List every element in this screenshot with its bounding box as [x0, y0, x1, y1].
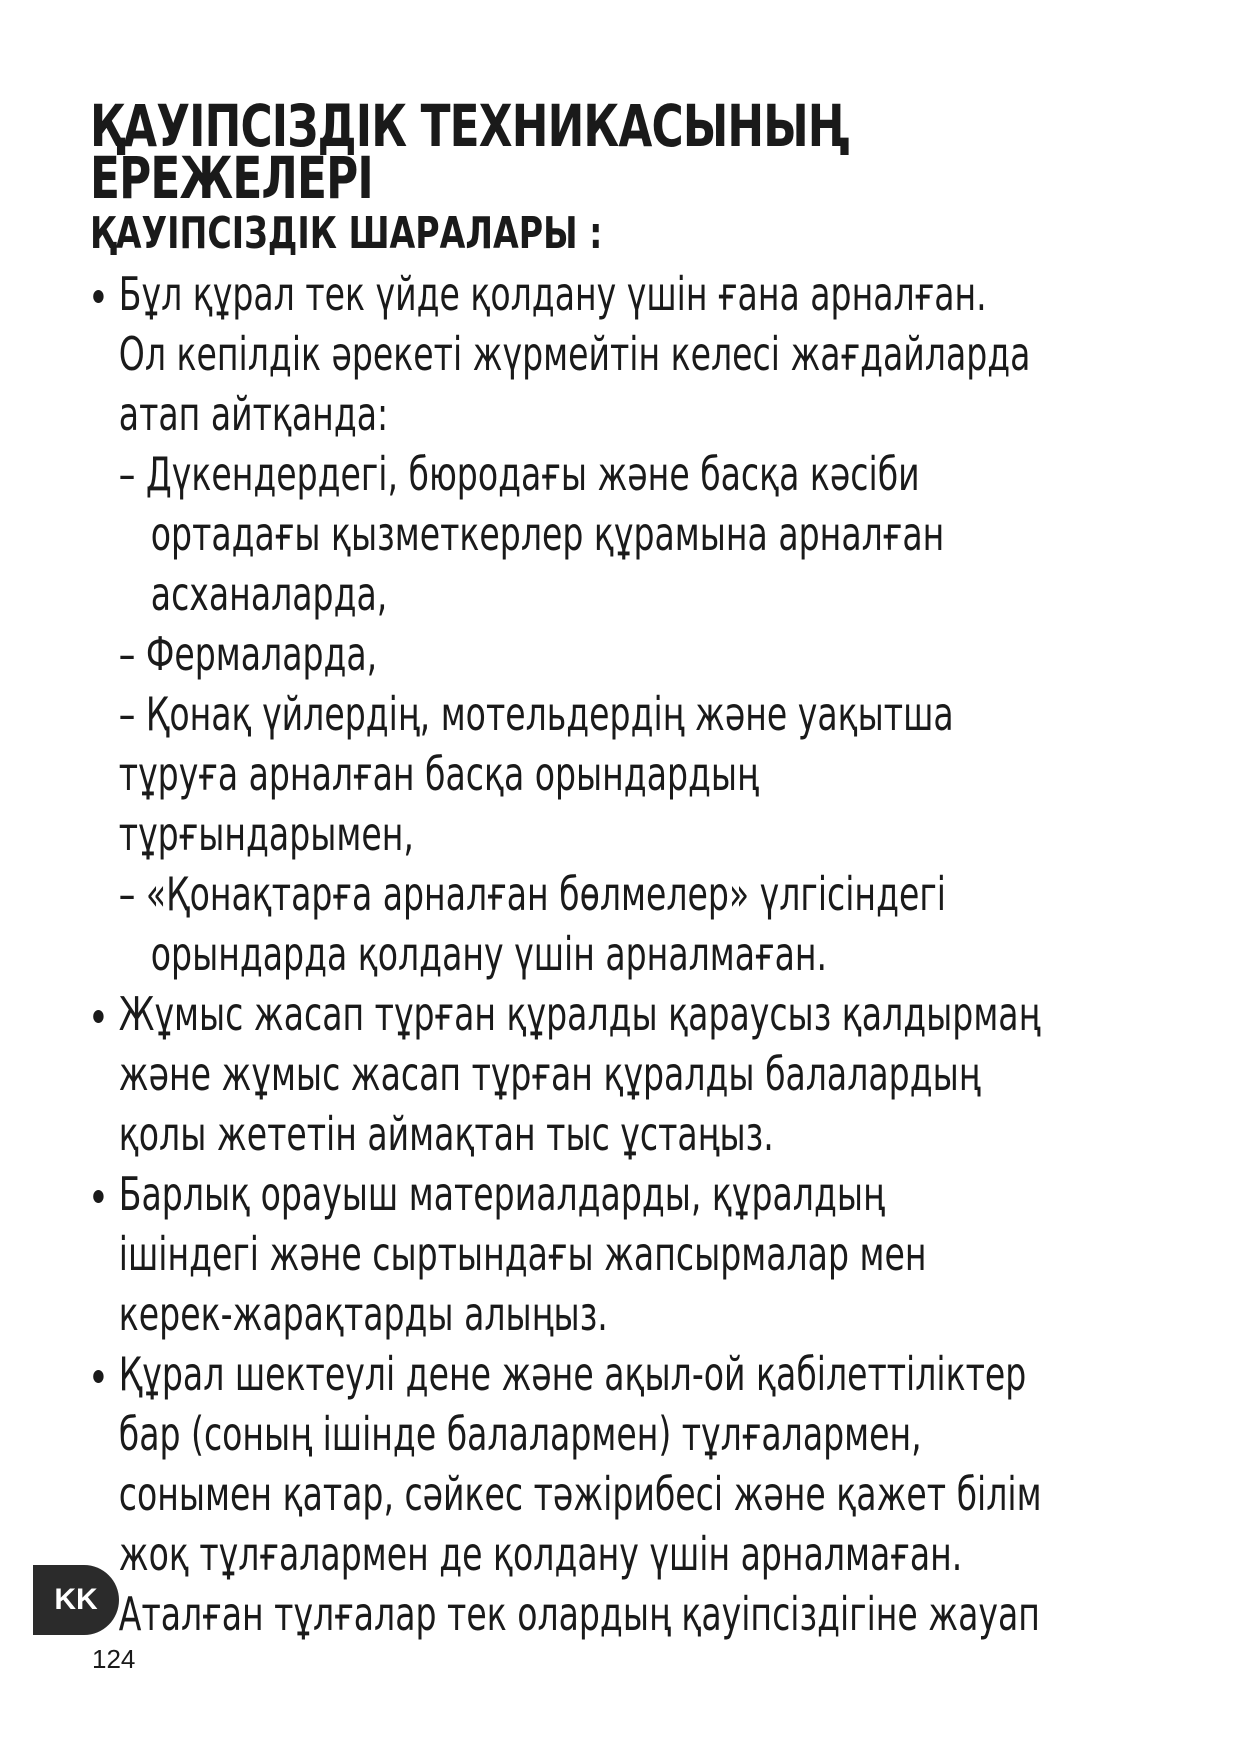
line-text: тұрғындарымен, — [118, 807, 414, 861]
text-line — [90, 1224, 1202, 1284]
page-title — [90, 100, 1202, 212]
text-line — [90, 1104, 1202, 1164]
text-line — [90, 264, 1202, 324]
text-line — [90, 1164, 1202, 1224]
line-text: – Қонақ үйлердің, мотельдердің және уақытша — [118, 687, 954, 741]
language-badge: KK — [33, 1565, 119, 1635]
line-text: орындарда қолдану үшін арналмаған. — [150, 927, 828, 981]
body-text — [90, 264, 1202, 1644]
text-line — [90, 1404, 1202, 1464]
line-text: сонымен қатар, сәйкес тәжірибесі және қажет білім — [118, 1467, 1042, 1521]
text-line — [90, 924, 1202, 984]
line-text: ортадағы қызметкерлер құрамына арналған — [150, 507, 945, 561]
text-line — [90, 684, 1202, 744]
line-text: Ол кепілдік әрекеті жүрмейтін келесі жағдайларда — [118, 327, 1031, 381]
page-number: 124 — [92, 1644, 136, 1674]
text-line — [90, 444, 1202, 504]
line-text: – Дүкендердегі, бюродағы және басқа кәсіби — [118, 447, 920, 501]
text-line — [90, 384, 1202, 444]
line-text: Аталған тұлғалар тек олардың қауіпсіздігіне жауап — [118, 1587, 1040, 1641]
line-text: бар (соның ішінде балалармен) тұлғалармен, — [118, 1407, 922, 1461]
line-text: Жұмыс жасап тұрған құралды қараусыз қалдырмаң — [118, 987, 1041, 1041]
bullet-icon — [93, 1010, 103, 1023]
title-line-2: ЕРЕЖЕЛЕРІ — [90, 144, 373, 212]
line-text: ішіндегі және сыртындағы жапсырмалар мен — [118, 1227, 927, 1281]
line-text: атап айтқанда: — [118, 387, 389, 441]
text-line — [90, 864, 1202, 924]
text-line — [90, 1344, 1202, 1404]
line-text: және жұмыс жасап тұрған құралды балалардың — [118, 1047, 981, 1101]
line-text: Бұл құрал тек үйде қолдану үшін ғана арналған. — [118, 267, 987, 321]
text-line — [90, 1464, 1202, 1524]
text-line — [90, 1524, 1202, 1584]
text-line — [90, 324, 1202, 384]
line-text: асханаларда, — [150, 567, 388, 621]
text-line — [90, 1044, 1202, 1104]
line-text: керек-жарақтарды алыңыз. — [118, 1287, 608, 1341]
text-line — [90, 624, 1202, 684]
bullet-icon — [93, 1190, 103, 1203]
line-text: – «Қонақтарға арналған бөлмелер» үлгісіндегі — [118, 867, 946, 921]
text-line — [90, 564, 1202, 624]
line-text: Құрал шектеулі дене және ақыл-ой қабілеттіліктер — [118, 1347, 1027, 1401]
line-text: қолы жететін аймақтан тыс ұстаңыз. — [118, 1107, 774, 1161]
content-area — [90, 100, 1202, 1644]
section-subtitle: ҚАУІПСІЗДІК ШАРАЛАРЫ : — [90, 208, 603, 259]
text-line — [90, 1584, 1202, 1644]
text-line — [90, 1284, 1202, 1344]
text-line — [90, 744, 1202, 804]
line-text: Барлық орауыш материалдарды, құралдың — [118, 1167, 885, 1221]
line-text: – Фермаларда, — [118, 627, 378, 681]
bullet-icon — [93, 1370, 103, 1383]
text-line — [90, 984, 1202, 1044]
bullet-icon — [93, 290, 103, 303]
line-text: тұруға арналған басқа орындардың — [118, 747, 759, 801]
text-line — [90, 804, 1202, 864]
text-line — [90, 504, 1202, 564]
line-text: жоқ тұлғалармен де қолдану үшін арналмаған. — [118, 1527, 963, 1581]
title-line-1: ҚАУІПСІЗДІК ТЕХНИКАСЫНЫҢ — [90, 100, 849, 160]
